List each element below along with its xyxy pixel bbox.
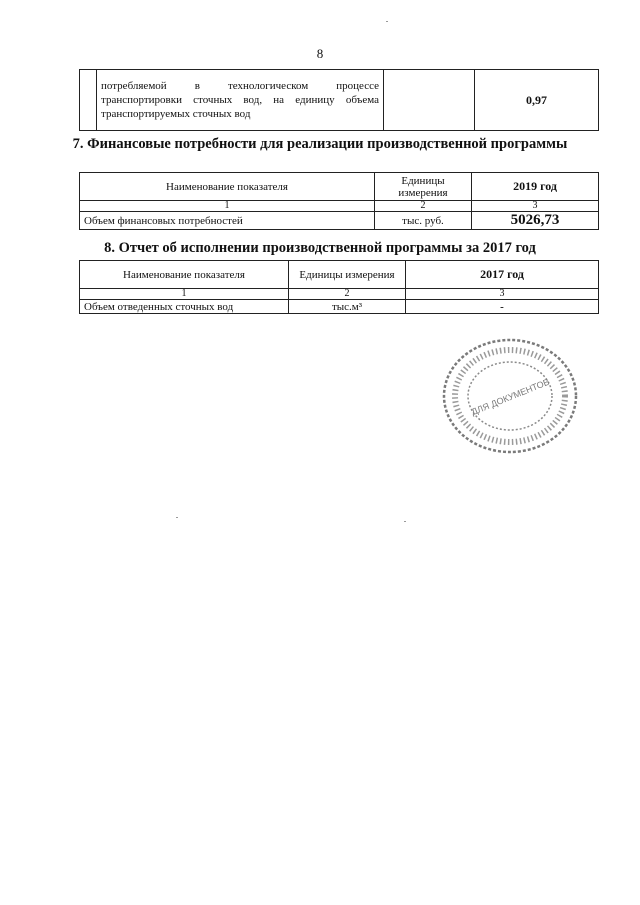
table-header-row bbox=[80, 261, 599, 289]
column-number: 3 bbox=[406, 289, 599, 300]
header-year: 2017 год bbox=[406, 261, 599, 289]
official-stamp bbox=[438, 334, 582, 458]
column-number: 3 bbox=[472, 201, 599, 212]
table-header-row bbox=[80, 173, 599, 201]
empty-cell bbox=[80, 70, 97, 131]
scan-speck bbox=[404, 521, 406, 522]
table-row bbox=[80, 300, 599, 314]
empty-cell bbox=[384, 70, 475, 131]
header-unit: Единицы измерения bbox=[375, 173, 472, 201]
stamp-center-text: ДЛЯ ДОКУМЕНТОВ bbox=[469, 376, 551, 418]
section-8-title: 8. Отчет об исполнении производственной программы за 2017 год bbox=[104, 240, 536, 256]
indicator-value: - bbox=[406, 300, 599, 314]
indicator-unit: тыс.м³ bbox=[289, 300, 406, 314]
program-report-table bbox=[79, 260, 599, 314]
table-row bbox=[80, 212, 599, 230]
scan-speck bbox=[176, 517, 178, 518]
header-indicator-name: Наименование показателя bbox=[80, 173, 375, 201]
section-7-title: 7. Финансовые потребности для реализации производственной программы bbox=[72, 136, 568, 152]
indicator-name: Объем отведенных сточных вод bbox=[80, 300, 289, 314]
indicator-value: 5026,73 bbox=[472, 212, 599, 230]
column-number: 2 bbox=[375, 201, 472, 212]
table-row bbox=[80, 70, 599, 131]
column-numbers-row bbox=[80, 201, 599, 212]
scan-speck bbox=[386, 21, 388, 22]
continuation-table bbox=[79, 69, 599, 131]
page-number: 8 bbox=[316, 46, 324, 61]
financial-needs-table bbox=[79, 172, 599, 230]
indicator-description: потребляемой в технологическом процессе транспортировки сточных вод, на единицу объема транспортируемых сточных вод bbox=[97, 70, 384, 131]
column-number: 1 bbox=[80, 201, 375, 212]
header-year: 2019 год bbox=[472, 173, 599, 201]
column-number: 1 bbox=[80, 289, 289, 300]
indicator-value: 0,97 bbox=[475, 70, 599, 131]
header-unit: Единицы измерения bbox=[289, 261, 406, 289]
column-number: 2 bbox=[289, 289, 406, 300]
indicator-name: Объем финансовых потребностей bbox=[80, 212, 375, 230]
column-numbers-row bbox=[80, 289, 599, 300]
header-indicator-name: Наименование показателя bbox=[80, 261, 289, 289]
indicator-unit: тыс. руб. bbox=[375, 212, 472, 230]
